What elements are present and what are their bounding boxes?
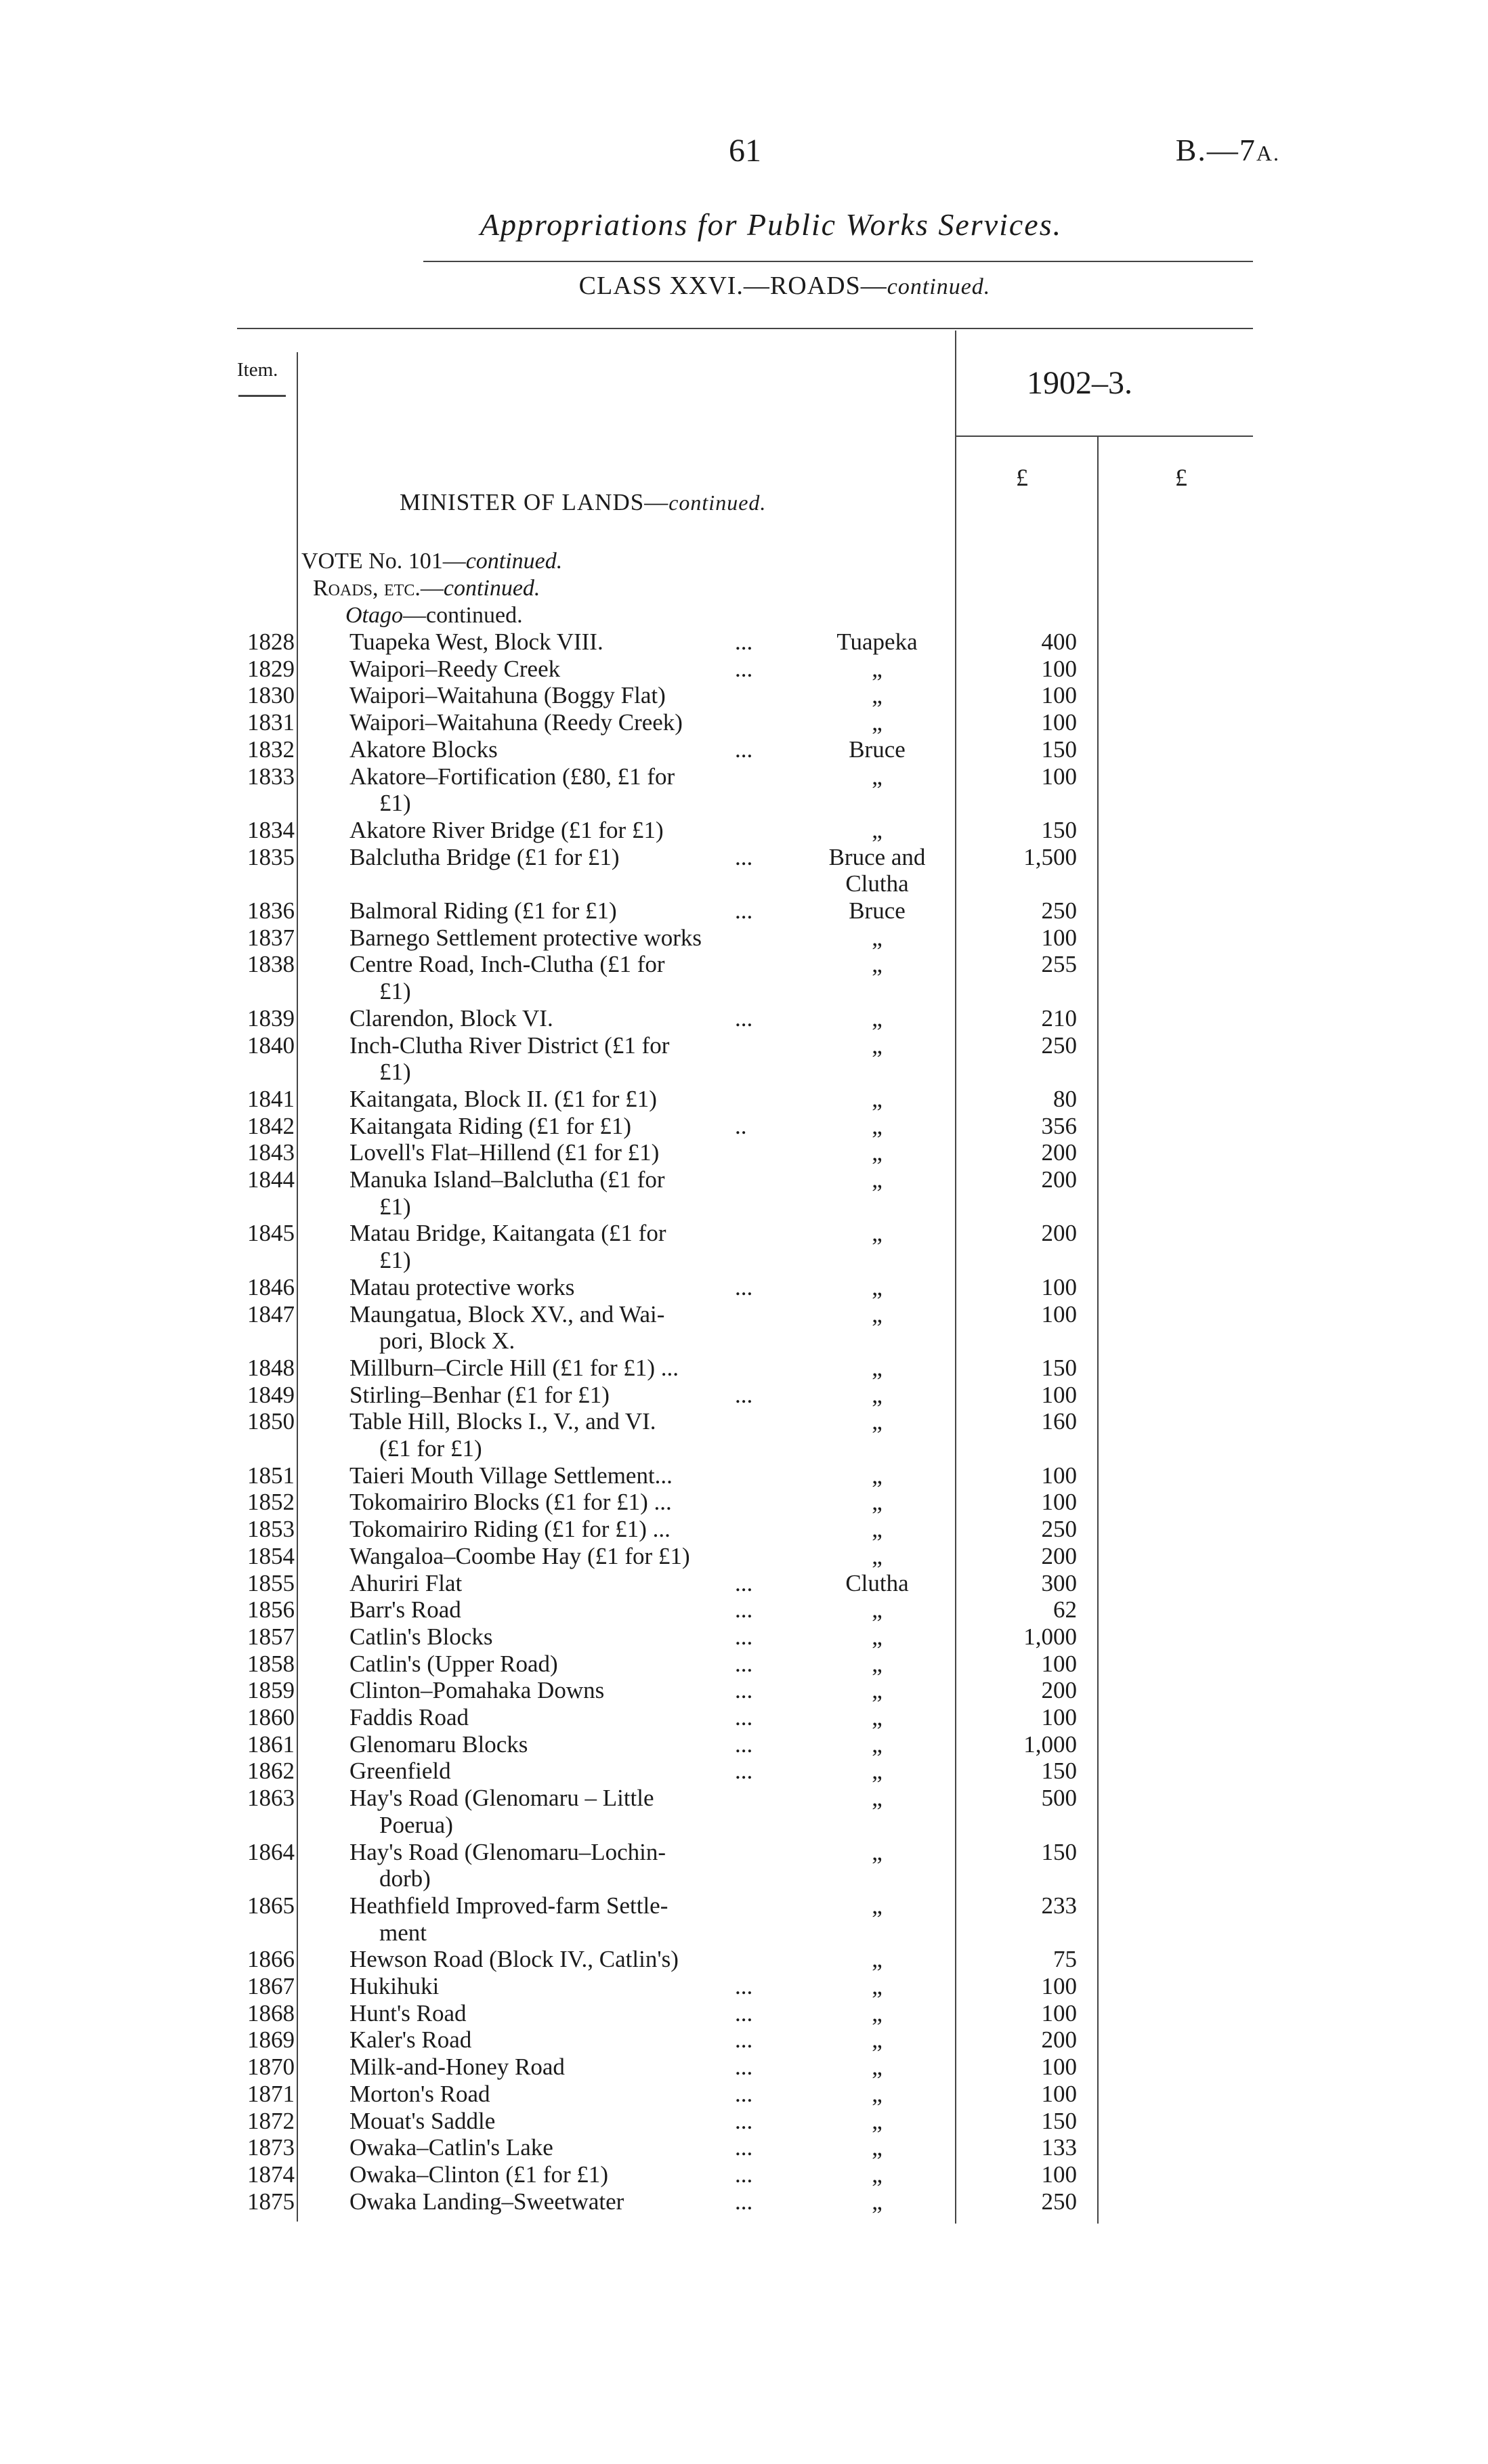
item-name: Balclutha Bridge (£1 for £1) <box>349 843 620 870</box>
item-name: Table Hill, Blocks I., V., and VI. <box>349 1408 656 1435</box>
item-district: „ <box>872 1892 883 1919</box>
item-number: 1860 <box>247 1704 295 1730</box>
item-number: 1865 <box>247 1892 295 1919</box>
item-name: Clinton–Pomahaka Downs <box>349 1677 605 1704</box>
item-amount: 150 <box>1041 736 1077 763</box>
item-amount: 1,000 <box>1023 1730 1077 1758</box>
item-district: „ <box>872 2054 883 2081</box>
item-amount: 300 <box>1041 1569 1077 1596</box>
item-district: Bruce <box>849 897 906 924</box>
item-district: „ <box>872 1112 883 1139</box>
item-leader-dots: ... <box>735 1730 753 1758</box>
class-title-main: CLASS XXVI.—ROADS— <box>578 272 887 300</box>
item-leader-dots: ... <box>735 1999 753 2026</box>
item-name: Greenfield <box>349 1758 451 1785</box>
item-district: „ <box>872 1999 883 2026</box>
item-district: „ <box>872 1785 883 1812</box>
item-leader-dots: ... <box>735 2054 753 2081</box>
roads-heading-suffix: continued. <box>443 576 540 601</box>
item-name: Ahuriri Flat <box>349 1569 463 1596</box>
item-name-continuation: £1) <box>379 978 411 1005</box>
item-number: 1858 <box>247 1650 295 1677</box>
item-name: Hay's Road (Glenomaru–Lochin- <box>349 1838 666 1865</box>
item-name-continuation: £1) <box>379 790 411 817</box>
item-name: Akatore River Bridge (£1 for £1) <box>349 816 664 843</box>
item-name: Waipori–Waitahuna (Boggy Flat) <box>349 682 666 709</box>
item-district: „ <box>872 709 883 736</box>
item-number: 1874 <box>247 2161 295 2188</box>
item-number: 1856 <box>247 1596 295 1623</box>
item-name: Hewson Road (Block IV., Catlin's) <box>349 1946 679 1973</box>
item-amount: 100 <box>1041 1650 1077 1677</box>
item-amount: 210 <box>1041 1004 1077 1032</box>
item-amount: 200 <box>1041 1166 1077 1193</box>
item-district: „ <box>872 2134 883 2161</box>
item-name-continuation: £1) <box>379 1193 411 1220</box>
item-amount: 255 <box>1041 951 1077 978</box>
item-number: 1861 <box>247 1730 295 1758</box>
item-district: „ <box>872 1516 883 1543</box>
item-district-continuation: Clutha <box>845 870 909 897</box>
item-district: „ <box>872 1085 883 1112</box>
item-amount: 100 <box>1041 2161 1077 2188</box>
item-amount: 250 <box>1041 1032 1077 1059</box>
item-name: Kaler's Road <box>349 2026 472 2054</box>
item-leader-dots: ... <box>735 1273 753 1300</box>
otago-heading-suffix: —continued. <box>403 603 523 628</box>
item-name: Faddis Road <box>349 1704 469 1730</box>
item-leader-dots: ... <box>735 2161 753 2188</box>
item-name: Heathfield Improved-farm Settle- <box>349 1892 668 1919</box>
item-district: „ <box>872 1139 883 1166</box>
item-header-underline <box>238 395 286 397</box>
item-number: 1850 <box>247 1408 295 1435</box>
item-leader-dots: ... <box>735 1650 753 1677</box>
item-amount: 100 <box>1041 1489 1077 1516</box>
item-district: „ <box>872 1730 883 1758</box>
item-column-header: Item. <box>237 359 278 381</box>
item-name: Wangaloa–Coombe Hay (£1 for £1) <box>349 1542 690 1569</box>
item-name-continuation: ment <box>379 1919 427 1946</box>
item-number: 1864 <box>247 1838 295 1865</box>
item-amount: 100 <box>1041 1999 1077 2026</box>
item-name: Hunt's Road <box>349 1999 467 2026</box>
page-title: Appropriations for Public Works Services. <box>480 207 1063 242</box>
item-number: 1848 <box>247 1354 295 1381</box>
item-leader-dots: ... <box>735 2026 753 2054</box>
item-number: 1830 <box>247 682 295 709</box>
item-name: Kaitangata, Block II. (£1 for £1) <box>349 1085 657 1112</box>
roads-heading-main: Roads, etc.— <box>313 576 444 601</box>
item-number: 1834 <box>247 816 295 843</box>
item-amount: 200 <box>1041 1220 1077 1247</box>
item-name: Kaitangata Riding (£1 for £1) <box>349 1112 632 1139</box>
document-code-suffix: A. <box>1256 141 1280 165</box>
item-district: „ <box>872 1354 883 1381</box>
item-name: Waipori–Waitahuna (Reedy Creek) <box>349 709 683 736</box>
item-number: 1859 <box>247 1677 295 1704</box>
item-number: 1835 <box>247 843 295 870</box>
item-leader-dots: ... <box>735 1004 753 1032</box>
item-amount: 150 <box>1041 1354 1077 1381</box>
item-amount: 356 <box>1041 1112 1077 1139</box>
document-code <box>1138 132 1280 168</box>
currency-symbol-right: £ <box>1175 464 1187 491</box>
item-number: 1847 <box>247 1300 295 1327</box>
item-name: Centre Road, Inch-Clutha (£1 for <box>349 951 665 978</box>
item-leader-dots: ... <box>735 1704 753 1730</box>
item-district: „ <box>872 1596 883 1623</box>
item-amount: 100 <box>1041 1300 1077 1327</box>
item-amount: 100 <box>1041 1704 1077 1730</box>
item-amount: 100 <box>1041 709 1077 736</box>
item-district: „ <box>872 2188 883 2215</box>
item-name: Akatore–Fortification (£80, £1 for <box>349 763 675 790</box>
item-name: Owaka–Catlin's Lake <box>349 2134 553 2161</box>
item-column-rule <box>297 352 298 2222</box>
item-district: „ <box>872 1973 883 1999</box>
item-name: Stirling–Benhar (£1 for £1) <box>349 1381 610 1408</box>
item-number: 1867 <box>247 1973 295 1999</box>
item-amount: 1,500 <box>1023 843 1077 870</box>
page-number: 61 <box>729 133 761 169</box>
item-district: „ <box>872 2107 883 2134</box>
item-name: Matau Bridge, Kaitangata (£1 for <box>349 1220 666 1247</box>
item-number: 1839 <box>247 1004 295 1032</box>
item-leader-dots: ... <box>735 1677 753 1704</box>
item-district: „ <box>872 1408 883 1435</box>
item-district: „ <box>872 1704 883 1730</box>
item-name: Millburn–Circle Hill (£1 for £1) ... <box>349 1354 679 1381</box>
item-district: „ <box>872 1032 883 1059</box>
item-district: Bruce <box>849 736 906 763</box>
item-district: „ <box>872 1623 883 1650</box>
item-amount: 500 <box>1041 1785 1077 1812</box>
minister-heading <box>400 489 766 516</box>
item-leader-dots: ... <box>735 629 753 655</box>
item-district: „ <box>872 655 883 682</box>
item-amount: 75 <box>1053 1946 1077 1973</box>
item-district: „ <box>872 1677 883 1704</box>
item-leader-dots: ... <box>735 1381 753 1408</box>
item-leader-dots: ... <box>735 736 753 763</box>
item-number: 1855 <box>247 1569 295 1596</box>
item-number: 1872 <box>247 2107 295 2134</box>
item-name: Manuka Island–Balclutha (£1 for <box>349 1166 665 1193</box>
item-leader-dots: ... <box>735 1569 753 1596</box>
item-name-continuation: (£1 for £1) <box>379 1435 482 1462</box>
item-amount: 100 <box>1041 1462 1077 1489</box>
item-amount: 233 <box>1041 1892 1077 1919</box>
item-leader-dots: ... <box>735 2080 753 2107</box>
item-district: „ <box>872 2080 883 2107</box>
district-column-rule <box>955 331 956 2224</box>
item-leader-dots: .. <box>735 1112 747 1139</box>
item-district: „ <box>872 1300 883 1327</box>
item-amount: 200 <box>1041 1677 1077 1704</box>
item-number: 1871 <box>247 2080 295 2107</box>
otago-heading-main: Otago <box>345 603 403 628</box>
item-amount: 1,000 <box>1023 1623 1077 1650</box>
item-leader-dots: ... <box>735 1973 753 1999</box>
item-number: 1869 <box>247 2026 295 2054</box>
item-amount: 200 <box>1041 2026 1077 2054</box>
item-district: „ <box>872 1381 883 1408</box>
item-number: 1868 <box>247 1999 295 2026</box>
item-name: Glenomaru Blocks <box>349 1730 528 1758</box>
item-amount: 150 <box>1041 1758 1077 1785</box>
item-district: „ <box>872 2026 883 2054</box>
item-amount: 100 <box>1041 655 1077 682</box>
year-header: 1902–3. <box>1027 365 1132 401</box>
item-district: „ <box>872 1273 883 1300</box>
item-number: 1863 <box>247 1785 295 1812</box>
item-amount: 100 <box>1041 2054 1077 2081</box>
document-code-main: B.—7 <box>1175 133 1256 167</box>
item-number: 1870 <box>247 2054 295 2081</box>
title-rule <box>423 261 1253 262</box>
otago-heading <box>345 603 523 629</box>
item-district: „ <box>872 1758 883 1785</box>
item-name: Clarendon, Block VI. <box>349 1004 553 1032</box>
item-number: 1846 <box>247 1273 295 1300</box>
item-amount: 250 <box>1041 2188 1077 2215</box>
item-amount: 100 <box>1041 924 1077 951</box>
item-number: 1853 <box>247 1516 295 1543</box>
item-district: „ <box>872 816 883 843</box>
item-district: Clutha <box>845 1569 909 1596</box>
item-leader-dots: ... <box>735 2107 753 2134</box>
minister-heading-suffix: continued. <box>668 490 767 515</box>
item-number: 1840 <box>247 1032 295 1059</box>
item-name: Milk-and-Honey Road <box>349 2054 565 2081</box>
item-district: „ <box>872 1838 883 1865</box>
item-amount: 100 <box>1041 1273 1077 1300</box>
item-number: 1844 <box>247 1166 295 1193</box>
item-amount: 62 <box>1053 1596 1077 1623</box>
item-amount: 133 <box>1041 2134 1077 2161</box>
item-name-continuation: pori, Block X. <box>379 1327 515 1355</box>
item-leader-dots: ... <box>735 843 753 870</box>
item-number: 1875 <box>247 2188 295 2215</box>
item-amount: 100 <box>1041 2080 1077 2107</box>
item-district: Bruce and <box>828 843 926 870</box>
item-number: 1836 <box>247 897 295 924</box>
item-name: Catlin's Blocks <box>349 1623 493 1650</box>
item-amount: 150 <box>1041 816 1077 843</box>
item-name: Maungatua, Block XV., and Wai- <box>349 1300 665 1327</box>
item-leader-dots: ... <box>735 1596 753 1623</box>
item-name: Hay's Road (Glenomaru – Little <box>349 1785 654 1812</box>
vote-heading-suffix: continued. <box>465 549 563 574</box>
item-district: „ <box>872 1220 883 1247</box>
currency-symbol-left: £ <box>1016 464 1028 491</box>
item-district: „ <box>872 924 883 951</box>
year-header-rule <box>955 436 1253 437</box>
item-amount: 250 <box>1041 1516 1077 1543</box>
item-amount: 80 <box>1053 1085 1077 1112</box>
item-name-continuation: £1) <box>379 1059 411 1086</box>
vote-heading-main: VOTE No. 101— <box>301 549 466 574</box>
class-title-suffix: continued. <box>887 274 991 299</box>
amount-column-rule <box>1097 437 1099 2224</box>
item-number: 1842 <box>247 1112 295 1139</box>
item-number: 1862 <box>247 1758 295 1785</box>
item-name: Akatore Blocks <box>349 736 498 763</box>
item-district: „ <box>872 1462 883 1489</box>
item-amount: 250 <box>1041 897 1077 924</box>
item-leader-dots: ... <box>735 1623 753 1650</box>
item-district: „ <box>872 1542 883 1569</box>
item-name: Matau protective works <box>349 1273 575 1300</box>
item-number: 1851 <box>247 1462 295 1489</box>
item-number: 1831 <box>247 709 295 736</box>
item-amount: 100 <box>1041 682 1077 709</box>
item-name: Barnego Settlement protective works <box>349 924 702 951</box>
item-amount: 200 <box>1041 1139 1077 1166</box>
item-number: 1829 <box>247 655 295 682</box>
item-number: 1843 <box>247 1139 295 1166</box>
item-name: Owaka–Clinton (£1 for £1) <box>349 2161 609 2188</box>
item-name: Lovell's Flat–Hillend (£1 for £1) <box>349 1139 660 1166</box>
item-amount: 150 <box>1041 2107 1077 2134</box>
item-name: Balmoral Riding (£1 for £1) <box>349 897 617 924</box>
item-district: „ <box>872 1946 883 1973</box>
item-name-continuation: Poerua) <box>379 1811 453 1838</box>
item-number: 1838 <box>247 951 295 978</box>
item-name: Mouat's Saddle <box>349 2107 496 2134</box>
item-name: Owaka Landing–Sweetwater <box>349 2188 624 2215</box>
item-number: 1854 <box>247 1542 295 1569</box>
item-number: 1866 <box>247 1946 295 1973</box>
item-district: „ <box>872 1650 883 1677</box>
item-name: Tokomairiro Blocks (£1 for £1) ... <box>349 1489 672 1516</box>
item-amount: 160 <box>1041 1408 1077 1435</box>
item-number: 1833 <box>247 763 295 790</box>
item-district: „ <box>872 1489 883 1516</box>
item-leader-dots: ... <box>735 655 753 682</box>
table-top-rule <box>237 328 1253 329</box>
item-leader-dots: ... <box>735 1758 753 1785</box>
item-number: 1841 <box>247 1085 295 1112</box>
item-name-continuation: dorb) <box>379 1865 431 1892</box>
item-name: Tuapeka West, Block VIII. <box>349 629 603 655</box>
item-district: „ <box>872 1004 883 1032</box>
item-district: „ <box>872 2161 883 2188</box>
class-title <box>0 271 1488 301</box>
item-district: „ <box>872 763 883 790</box>
item-number: 1828 <box>247 629 295 655</box>
item-district: „ <box>872 682 883 709</box>
item-name: Barr's Road <box>349 1596 461 1623</box>
item-leader-dots: ... <box>735 897 753 924</box>
item-name: Hukihuki <box>349 1973 440 1999</box>
item-district: „ <box>872 951 883 978</box>
item-leader-dots: ... <box>735 2188 753 2215</box>
item-name: Catlin's (Upper Road) <box>349 1650 558 1677</box>
roads-heading <box>313 576 540 601</box>
item-amount: 200 <box>1041 1542 1077 1569</box>
item-number: 1832 <box>247 736 295 763</box>
item-name: Waipori–Reedy Creek <box>349 655 561 682</box>
vote-heading <box>301 549 562 574</box>
item-number: 1873 <box>247 2134 295 2161</box>
item-name: Inch-Clutha River District (£1 for <box>349 1032 670 1059</box>
item-amount: 100 <box>1041 763 1077 790</box>
item-name: Tokomairiro Riding (£1 for £1) ... <box>349 1516 671 1543</box>
item-number: 1837 <box>247 924 295 951</box>
item-amount: 150 <box>1041 1838 1077 1865</box>
item-amount: 100 <box>1041 1973 1077 1999</box>
item-name: Morton's Road <box>349 2080 490 2107</box>
item-district: „ <box>872 1166 883 1193</box>
item-number: 1852 <box>247 1489 295 1516</box>
item-district: Tuapeka <box>836 629 918 655</box>
item-name-continuation: £1) <box>379 1247 411 1274</box>
item-number: 1845 <box>247 1220 295 1247</box>
item-leader-dots: ... <box>735 2134 753 2161</box>
item-number: 1849 <box>247 1381 295 1408</box>
item-amount: 400 <box>1041 629 1077 655</box>
item-number: 1857 <box>247 1623 295 1650</box>
item-name: Taieri Mouth Village Settlement... <box>349 1462 673 1489</box>
minister-heading-main: MINISTER OF LANDS— <box>400 489 669 515</box>
item-amount: 100 <box>1041 1381 1077 1408</box>
